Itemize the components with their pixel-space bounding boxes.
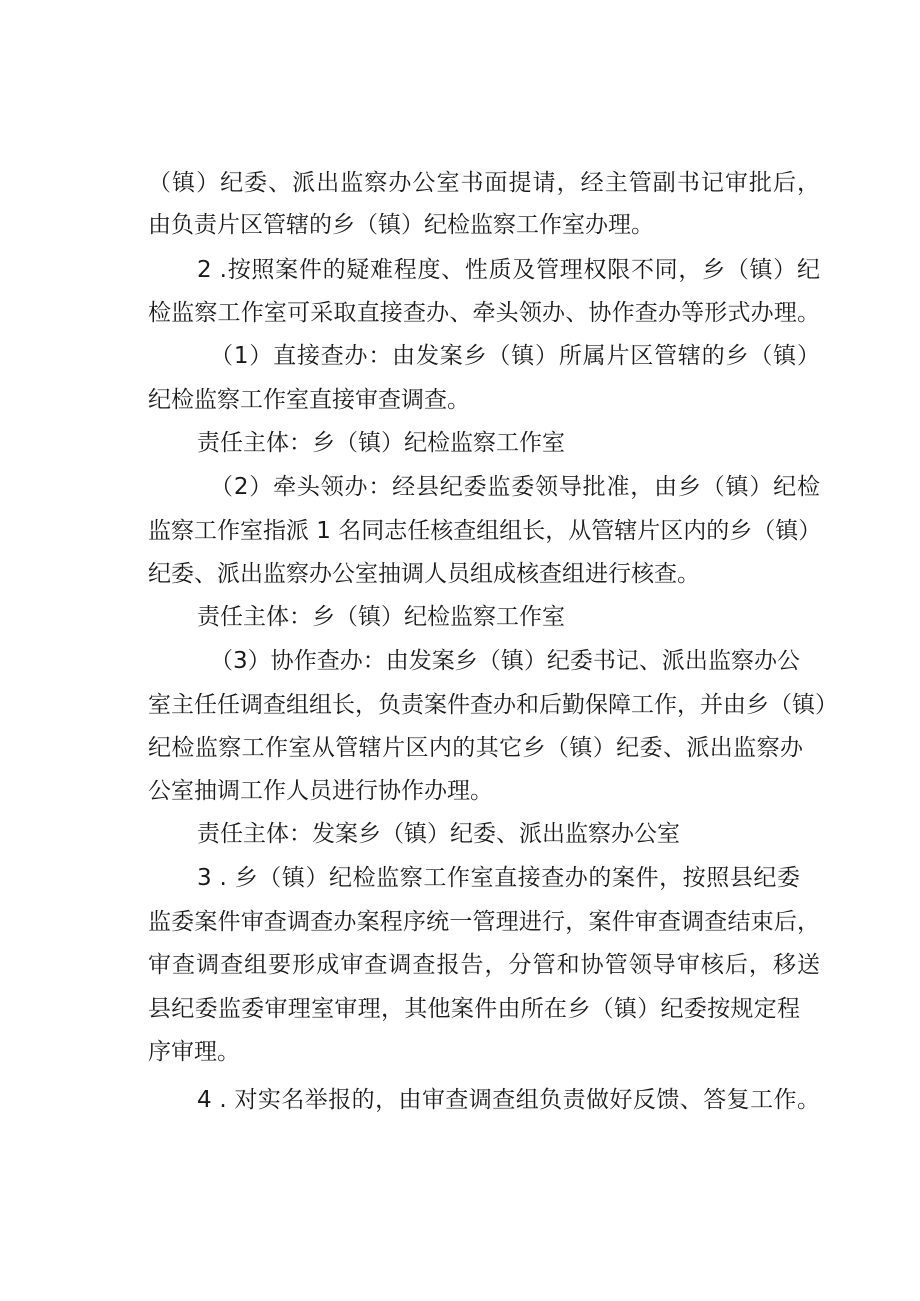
paragraph-line: （3）协作查办：由发案乡（镇）纪委书记、派出监察办公 xyxy=(210,648,800,674)
paragraph-line: 序审理。 xyxy=(148,1039,240,1065)
paragraph-line: 由负责片区管辖的乡（镇）纪检监察工作室办理。 xyxy=(148,212,654,238)
paragraph-line: 2 .按照案件的疑难程度、性质及管理权限不同，乡（镇）纪 xyxy=(197,257,820,283)
paragraph-line: （1）直接查办：由发案乡（镇）所属片区管辖的乡（镇） xyxy=(210,343,820,369)
paragraph-line: 纪检监察工作室直接审查调查。 xyxy=(148,387,470,413)
paragraph-line: （镇）纪委、派出监察办公室书面提请，经主管副书记审批后， xyxy=(148,170,820,196)
responsibility-line: 责任主体：发案乡（镇）纪委、派出监察办公室 xyxy=(197,821,680,847)
paragraph-line: 监察工作室指派 1 名同志任核查组组长，从管辖片区内的乡（镇） xyxy=(148,518,822,544)
paragraph-line: （2）牵头领办：经县纪委监委领导批准，由乡（镇）纪检 xyxy=(210,474,820,500)
paragraph-line: 纪委、派出监察办公室抽调人员组成核查组进行核查。 xyxy=(148,561,700,587)
responsibility-line: 责任主体：乡（镇）纪检监察工作室 xyxy=(197,604,565,630)
paragraph-line: 公室抽调工作人员进行协作办理。 xyxy=(148,778,493,804)
paragraph-line: 检监察工作室可采取直接查办、牵头领办、协作查办等形式办理。 xyxy=(148,300,820,326)
paragraph-line: 县纪委监委审理室审理，其他案件由所在乡（镇）纪委按规定程 xyxy=(148,996,800,1022)
responsibility-line: 责任主体：乡（镇）纪检监察工作室 xyxy=(197,430,565,456)
paragraph-line: 4 . 对实名举报的，由审查调查组负责做好反馈、答复工作。 xyxy=(197,1087,820,1113)
paragraph-line: 纪检监察工作室从管辖片区内的其它乡（镇）纪委、派出监察办 xyxy=(148,735,803,761)
paragraph-line: 3 . 乡（镇）纪检监察工作室直接查办的案件，按照县纪委 xyxy=(197,865,800,891)
paragraph-line: 室主任任调查组组长，负责案件查办和后勤保障工作，并由乡（镇） xyxy=(148,692,838,718)
paragraph-line: 审查调查组要形成审查调查报告，分管和协管领导审核后，移送 xyxy=(148,952,820,978)
paragraph-line: 监委案件审查调查办案程序统一管理进行，案件审查调查结束后， xyxy=(148,909,820,935)
